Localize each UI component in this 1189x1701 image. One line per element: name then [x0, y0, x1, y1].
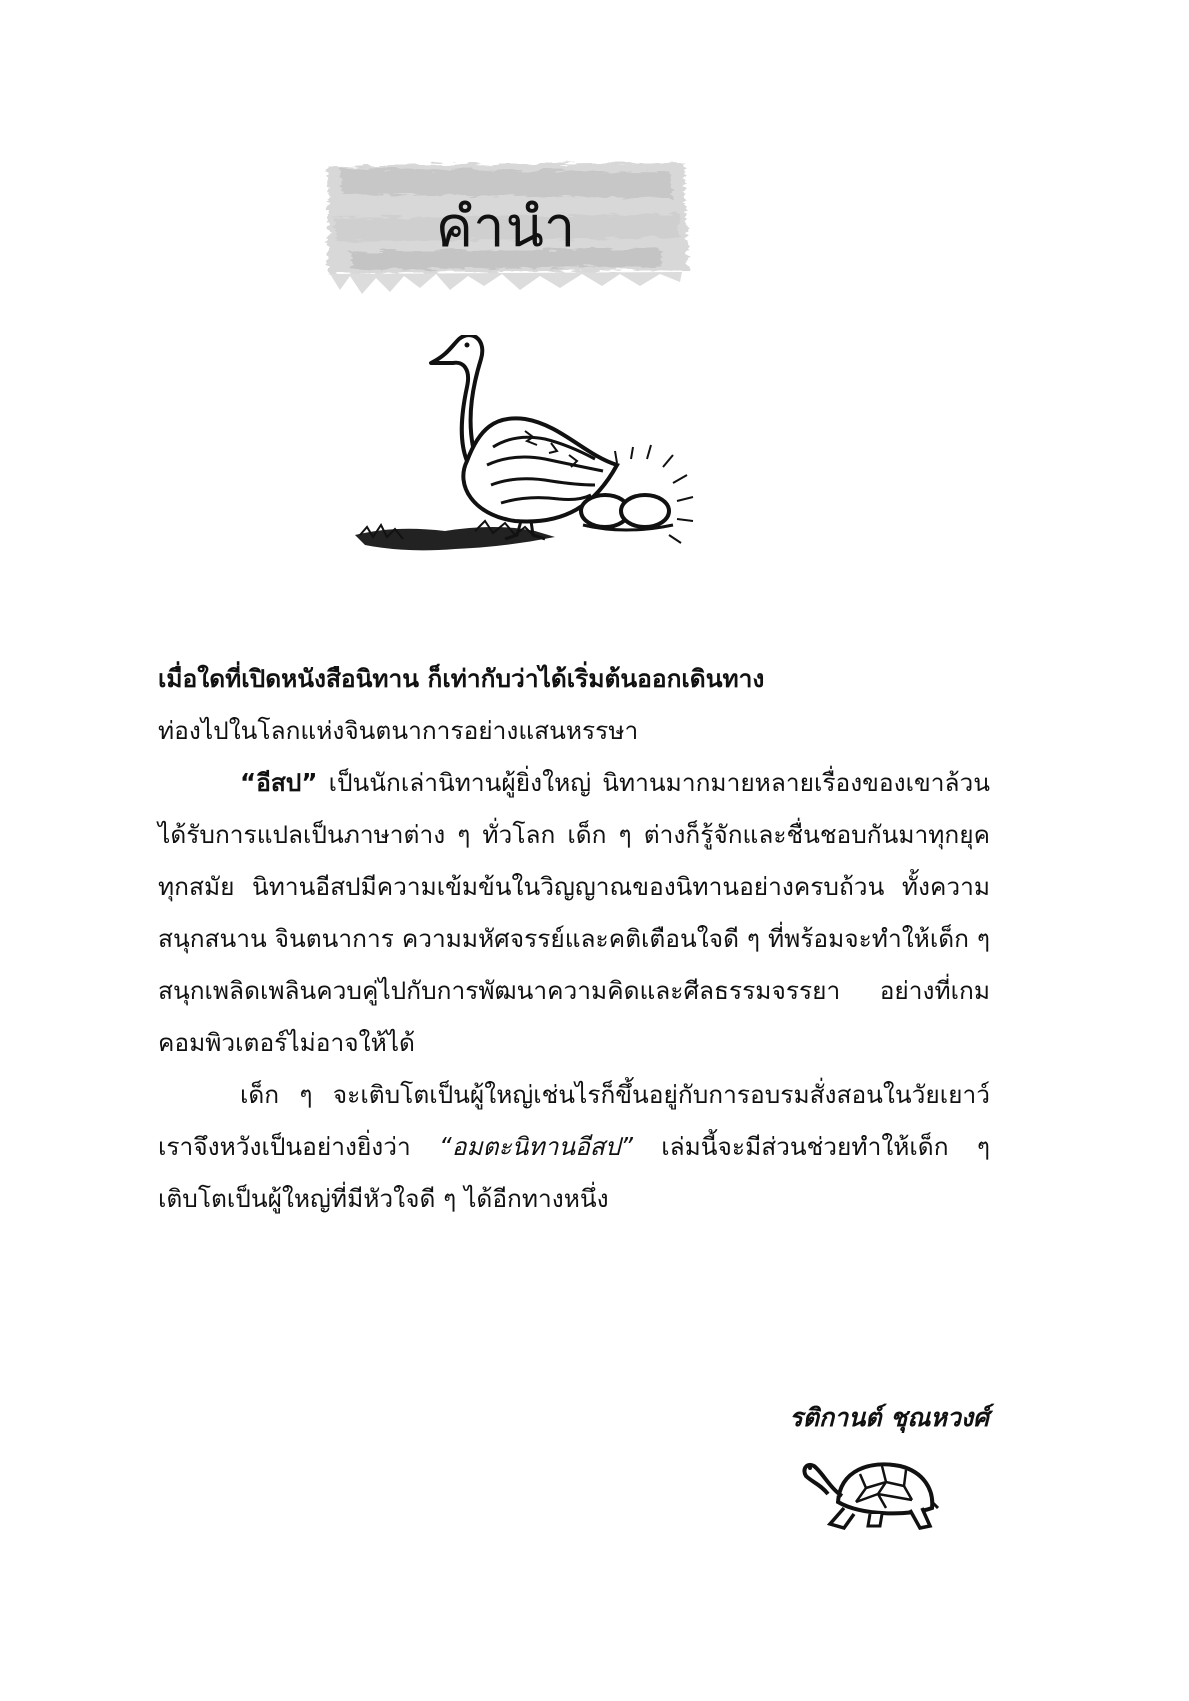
- author-signature: รติกานต์ ชุณหวงศ์: [789, 1403, 989, 1432]
- aesop-name: “อีสป”: [240, 768, 318, 797]
- intro-rest: ท่องไปในโลกแห่งจินตนาการอย่างแสนหรรษา: [158, 716, 639, 745]
- paragraph-aesop: [158, 757, 990, 1069]
- paragraph-hope: [158, 1069, 990, 1225]
- page-title: คำนำ: [435, 195, 577, 260]
- paragraph-intro: [158, 653, 990, 757]
- preface-body: [158, 653, 990, 1225]
- book-title: “อมตะนิทานอีสป”: [439, 1132, 633, 1161]
- hope-end: เล่มนี้จะมีส่วนช่วยทำให้เด็ก ๆ เติบโตเป็นผู้ใหญ่ที่มีหัวใจดี ๆ ได้อีกทางหนึ่ง: [158, 1132, 990, 1213]
- intro-lead: เมื่อใดที่เปิดหนังสือนิทาน ก็เท่ากับว่าได้เริ่มต้นออกเดินทาง: [158, 664, 765, 693]
- turtle-illustration: [800, 1446, 940, 1536]
- hope-start: เด็ก ๆ จะเติบโตเป็นผู้ใหญ่เช่นไรก็ขึ้นอยู่กับการอบรมสั่งสอนในวัยเยาว์ เราจึงหวังเป็นอย่างยิ่งว่า: [158, 1080, 990, 1161]
- title-banner: [320, 158, 692, 298]
- aesop-description: เป็นนักเล่านิทานผู้ยิ่งใหญ่ นิทานมากมายหลายเรื่องของเขาล้วนได้รับการแปลเป็นภาษาต่าง ๆ ทั่วโลก เด็ก ๆ ต่างก็รู้จักและชื่นชอบกันมาทุกยุคทุกสมัย นิทานอีสปมีความเข้มข้นในวิญญาณของนิทานอย่างครบถ้วน ทั้งความสนุกสนาน จินตนาการ ความมหัศจรรย์และคติเตือนใจดี ๆ ที่พร้อมจะทำให้เด็ก ๆ สนุกเพลิดเพลินควบคู่ไปกับการพัฒนาความคิดและศีลธรรมจรรยา อย่างที่เกมคอมพิวเตอร์ไม่อาจให้ได้: [158, 768, 990, 1057]
- swan-illustration: [355, 335, 775, 595]
